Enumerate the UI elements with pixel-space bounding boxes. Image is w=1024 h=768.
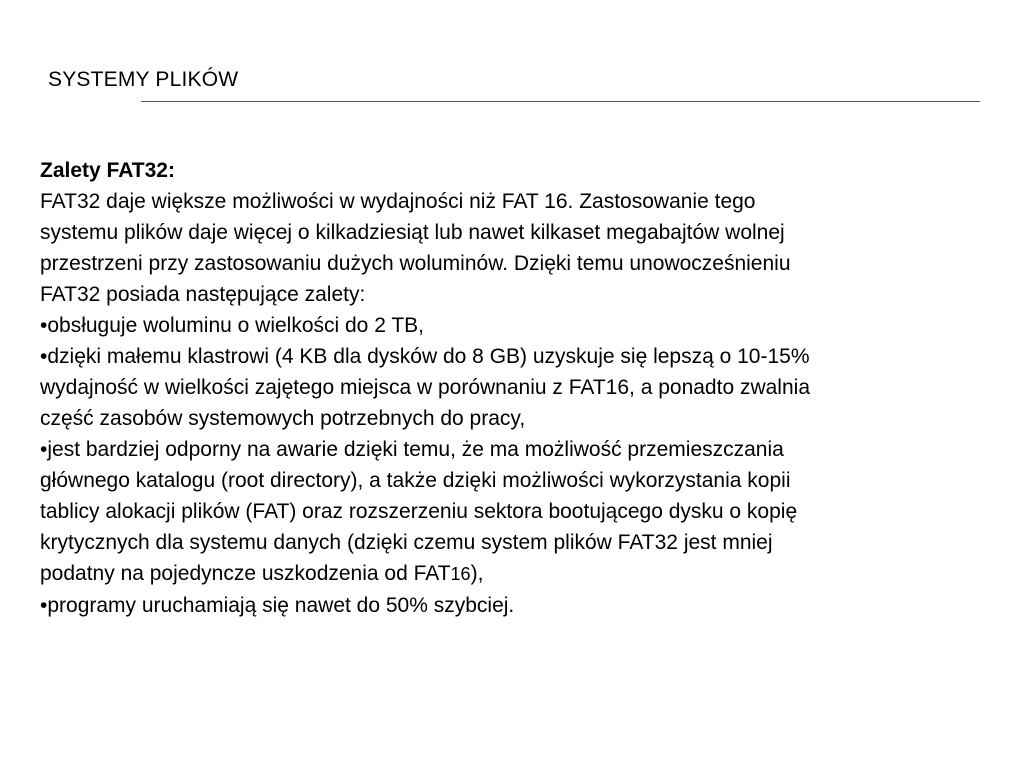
section-heading: Zalety FAT32: bbox=[40, 159, 175, 182]
bullet-speed: •programy uruchamiają się nawet do 50% szybciej. bbox=[40, 594, 515, 617]
bullet-cluster-line: część zasobów systemowych potrzebnych do pracy, bbox=[40, 407, 526, 430]
bullet-cluster-line: •dzięki małemu klastrowi (4 KB dla dysków do 8 GB) uzyskuje się lepszą o 10-15% bbox=[40, 345, 810, 368]
intro-line: FAT32 posiada następujące zalety: bbox=[40, 283, 366, 306]
bullet-reliability-line: tablicy alokacji plików (FAT) oraz rozszerzeniu sektora bootującego dysku o kopię bbox=[40, 500, 798, 523]
bullet-reliability-line: krytycznych dla systemu danych (dzięki czemu system plików FAT32 jest mniej bbox=[40, 531, 773, 554]
title-divider bbox=[141, 101, 980, 102]
bullet-reliability-small-number: 16 bbox=[450, 564, 471, 584]
bullet-reliability-text: podatny na pojedyncze uszkodzenia od FAT bbox=[40, 562, 451, 585]
bullet-reliability-line: głównego katalogu (root directory), a także dzięki możliwości wykorzystania kopii bbox=[40, 469, 791, 492]
bullet-reliability-last-line bbox=[40, 558, 1000, 590]
bullet-volume-size: •obsługuje woluminu o wielkości do 2 TB, bbox=[40, 314, 424, 337]
bullet-reliability-line: •jest bardziej odporny na awarie dzięki temu, że ma możliwość przemieszczania bbox=[40, 438, 784, 461]
slide-title: SYSTEMY PLIKÓW bbox=[48, 68, 239, 91]
slide-content bbox=[40, 155, 1000, 621]
intro-line: FAT32 daje większe możliwości w wydajności niż FAT 16. Zastosowanie tego bbox=[40, 190, 756, 213]
intro-line: przestrzeni przy zastosowaniu dużych woluminów. Dzięki temu unowocześnieniu bbox=[40, 252, 791, 275]
bullet-cluster-line: wydajność w wielkości zajętego miejsca w porównaniu z FAT16, a ponadto zwalnia bbox=[40, 376, 810, 399]
intro-line: systemu plików daje więcej o kilkadziesiąt lub nawet kilkaset megabajtów wolnej bbox=[40, 221, 785, 244]
bullet-reliability-suffix: ), bbox=[470, 562, 484, 585]
